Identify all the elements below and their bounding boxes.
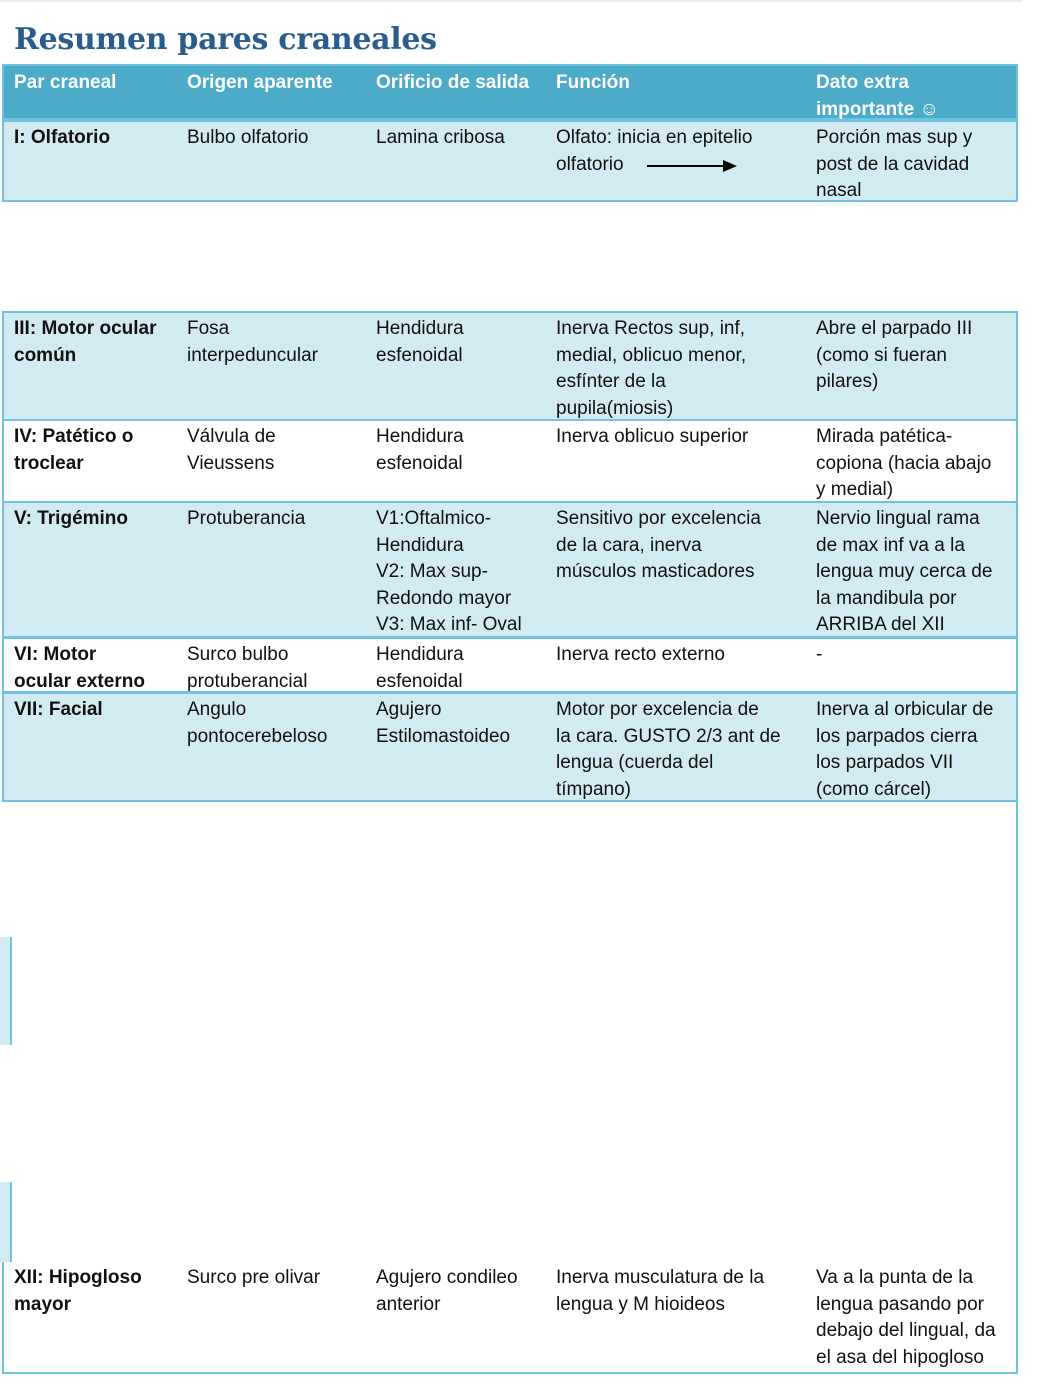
cell-orificio: Lamina cribosa xyxy=(376,127,505,148)
cell-par: IV: Patético o troclear xyxy=(14,426,134,474)
table-row xyxy=(2,637,1018,693)
cell-origen: Surco pre olivar xyxy=(187,1267,321,1288)
cell-origen: Surco bulbo protuberancial xyxy=(187,644,308,692)
cell-dato: Inerva al orbicular de los parpados cierra los parpados VII (como cárcel) xyxy=(816,699,994,800)
cell-origen: Angulo pontocerebeloso xyxy=(187,699,328,747)
cell-funcion: Inerva oblicuo superior xyxy=(556,426,749,447)
header-orificio-salida: Orificio de salida xyxy=(376,72,530,93)
cell-dato: - xyxy=(816,644,823,665)
cell-origen: Válvula de Vieussens xyxy=(187,426,276,474)
table-row xyxy=(2,419,1018,503)
header-origen-aparente: Origen aparente xyxy=(187,72,333,93)
cell-funcion: Sensitivo por excelencia de la cara, inerva músculos masticadores xyxy=(556,508,761,582)
cell-par: I: Olfatorio xyxy=(14,127,111,148)
cell-funcion: Olfato: inicia en epitelio olfatorio xyxy=(556,127,753,175)
cell-par: V: Trigémino xyxy=(14,508,129,529)
cell-par: III: Motor ocular común xyxy=(14,318,157,366)
cell-par: XII: Hipogloso mayor xyxy=(14,1267,142,1315)
table-row xyxy=(2,1262,1018,1374)
table-row xyxy=(2,692,1018,802)
cell-origen: Fosa interpeduncular xyxy=(187,318,318,366)
top-rule xyxy=(0,0,1022,2)
row-edge-fragment xyxy=(0,937,12,1045)
table-right-border xyxy=(1016,802,1018,1272)
page-gap xyxy=(0,203,1022,311)
table-header xyxy=(2,64,1018,120)
cell-dato: Nervio lingual rama de max inf va a la lengua muy cerca de la mandibula por ARRIBA del XII xyxy=(816,508,993,635)
cell-origen: Bulbo olfatorio xyxy=(187,127,309,148)
cell-orificio: V1:Oftalmico- Hendidura V2: Max sup- Redondo mayor V3: Max inf- Oval xyxy=(376,508,522,635)
cell-funcion: Inerva Rectos sup, inf, medial, oblicuo menor, esfínter de la pupila(miosis) xyxy=(556,318,747,419)
cell-orificio: Agujero Estilomastoideo xyxy=(376,699,511,747)
cell-par: VII: Facial xyxy=(14,699,103,720)
table-row xyxy=(2,120,1018,202)
row-edge-fragment xyxy=(0,1182,12,1262)
cell-funcion: Inerva recto externo xyxy=(556,644,725,665)
table-row xyxy=(2,501,1018,638)
cell-par: VI: Motor ocular externo xyxy=(14,644,145,692)
cell-orificio: Agujero condileo anterior xyxy=(376,1267,518,1315)
cell-funcion: Inerva musculatura de la lengua y M hioideos xyxy=(556,1267,765,1315)
header-par-craneal: Par craneal xyxy=(14,72,117,93)
cell-dato: Abre el parpado III (como si fueran pilares) xyxy=(816,318,973,392)
cell-orificio: Hendidura esfenoidal xyxy=(376,426,464,474)
arrow-right-icon xyxy=(645,155,737,175)
cell-dato: Mirada patética- copiona (hacia abajo y medial) xyxy=(816,426,992,500)
cell-funcion: Motor por excelencia de la cara. GUSTO 2/3 ant de lengua (cuerda del tímpano) xyxy=(556,699,781,800)
cell-orificio: Hendidura esfenoidal xyxy=(376,318,464,366)
cell-origen: Protuberancia xyxy=(187,508,306,529)
header-funcion: Función xyxy=(556,72,630,93)
page-title: Resumen pares craneales xyxy=(14,22,437,57)
cell-dato: Va a la punta de la lengua pasando por debajo del lingual, da el asa del hipogloso xyxy=(816,1267,996,1368)
table-row xyxy=(2,311,1018,421)
cell-dato: Porción mas sup y post de la cavidad nasal xyxy=(816,127,973,201)
header-dato-extra: Dato extra importante ☺ xyxy=(816,72,939,120)
cell-orificio: Hendidura esfenoidal xyxy=(376,644,464,692)
